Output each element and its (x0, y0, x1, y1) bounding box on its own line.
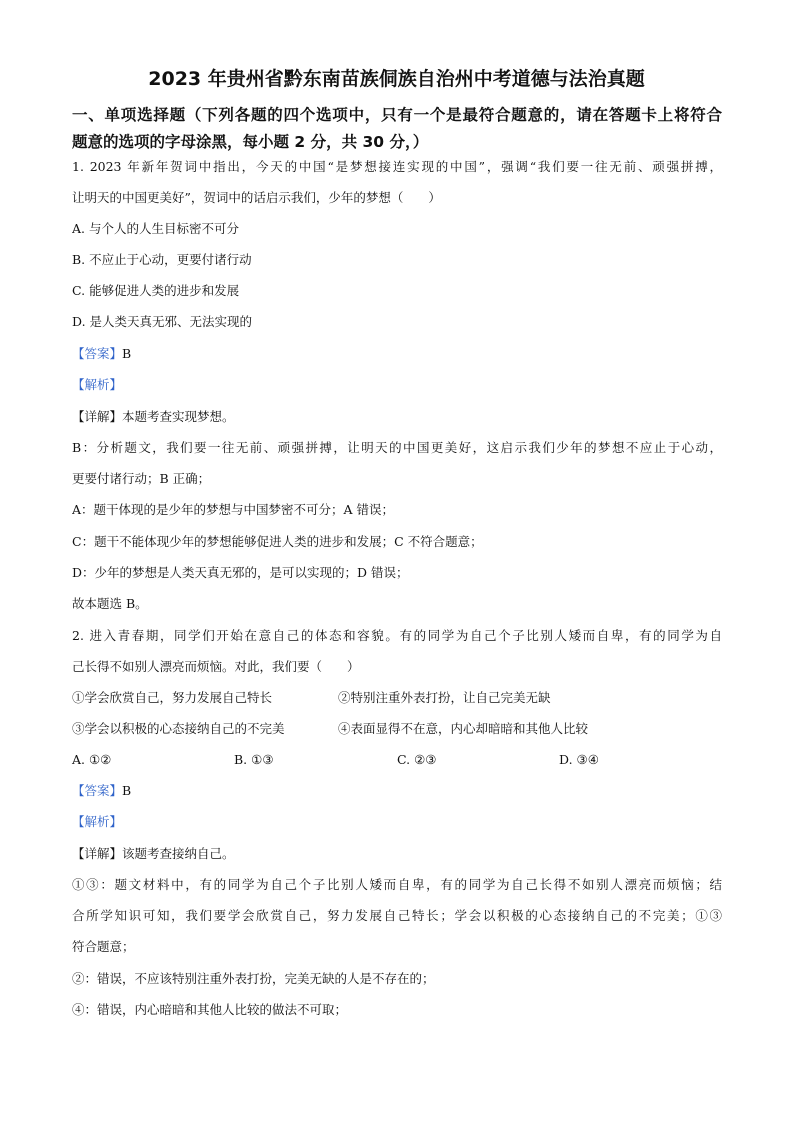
q2-answer-tag: 【答案】 (72, 783, 123, 798)
page-title: 2023 年贵州省黔东南苗族侗族自治州中考道德与法治真题 (148, 68, 645, 90)
q2-explain-2: ②：错误，不应该特别注重外表打扮，完美无缺的人是不存在的； (72, 971, 435, 986)
q1-explain-a: A：题干体现的是少年的梦想与中国梦密不可分；A 错误； (72, 502, 395, 517)
q1-answer (72, 344, 722, 364)
q1-stem-line-2: 让明天的中国更美好”，贺词中的话启示我们，少年的梦想（ ） (72, 190, 441, 205)
q2-explain-13-line-1: ①③：题文材料中，有的同学为自己个子比别人矮而自卑，有的同学为自己长得不如别人漂亮而烦恼；结 (72, 877, 722, 892)
q2-item-1: ①学会欣赏自己，努力发展自己特长 (72, 690, 273, 705)
q2-items-row-2 (72, 719, 722, 739)
q2-item-3: ③学会以积极的心态接纳自己的不完美 (72, 721, 285, 736)
q1-option-b: B. 不应止于心动，更要付诸行动 (72, 252, 252, 267)
q2-answer (72, 781, 722, 801)
q2-analysis-tag: 【解析】 (72, 814, 123, 829)
q1-detail: 【详解】本题考查实现梦想。 (72, 409, 235, 424)
q1-answer-value: B (122, 346, 132, 361)
q2-stem-line-2: 己长得不如别人漂亮而烦恼。对此，我们要（ ） (72, 659, 360, 674)
q2-explain-4: ④：错误，内心暗暗和其他人比较的做法不可取； (72, 1002, 348, 1017)
q1-explain-b-line-1: B：分析题文，我们要一往无前、顽强拼搏，让明天的中国更美好，这启示我们少年的梦想不应止于心动， (72, 440, 722, 455)
q2-items-row-1 (72, 688, 722, 708)
q2-detail: 【详解】该题考查接纳自己。 (72, 846, 235, 861)
q2-item-2: ②特别注重外表打扮，让自己完美无缺 (338, 690, 551, 705)
q2-explain-13-line-2: 合所学知识可知，我们要学会欣赏自己，努力发展自己特长；学会以积极的心态接纳自己的不完美；①③ (72, 908, 722, 923)
q2-choice-b: B. ①③ (234, 752, 274, 767)
q1-option-a: A. 与个人的人生目标密不可分 (72, 221, 239, 236)
q1-option-c: C. 能够促进人类的进步和发展 (72, 283, 240, 298)
q2-answer-value: B (122, 783, 132, 798)
q1-explain-c: C：题干不能体现少年的梦想能够促进人类的进步和发展；C 不符合题意； (72, 534, 483, 549)
section-heading-line-1: 一、单项选择题（下列各题的四个选项中，只有一个是最符合题意的，请在答题卡上将符合 (72, 106, 722, 124)
q1-explain-b-line-2: 更要付诸行动；B 正确； (72, 471, 211, 486)
q2-choice-a: A. ①② (72, 752, 112, 767)
q2-item-4: ④表面显得不在意，内心却暗暗和其他人比较 (338, 721, 589, 736)
q2-choice-c: C. ②③ (397, 752, 437, 767)
q2-explain-13-line-3: 符合题意； (72, 939, 135, 954)
q1-stem-line-1: 1. 2023 年新年贺词中指出，今天的中国“是梦想接连实现的中国”，强调“我们要一往无前、顽强拼搏， (72, 159, 722, 174)
q1-explain-d: D：少年的梦想是人类天真无邪的，是可以实现的；D 错误； (72, 565, 409, 580)
q2-stem-line-1: 2. 进入青春期，同学们开始在意自己的体态和容貌。有的同学为自己个子比别人矮而自卑，有的同学为自 (72, 628, 722, 643)
q1-analysis-tag: 【解析】 (72, 377, 123, 392)
q1-option-d: D. 是人类天真无邪、无法实现的 (72, 314, 253, 329)
q2-choice-d: D. ③④ (559, 752, 599, 767)
q2-choices-row (72, 750, 722, 770)
section-heading (72, 102, 722, 156)
q1-answer-tag: 【答案】 (72, 346, 123, 361)
q1-conclusion: 故本题选 B。 (72, 596, 148, 611)
section-heading-line-2: 题意的选项的字母涂黑，每小题 2 分，共 30 分，） (72, 133, 429, 151)
